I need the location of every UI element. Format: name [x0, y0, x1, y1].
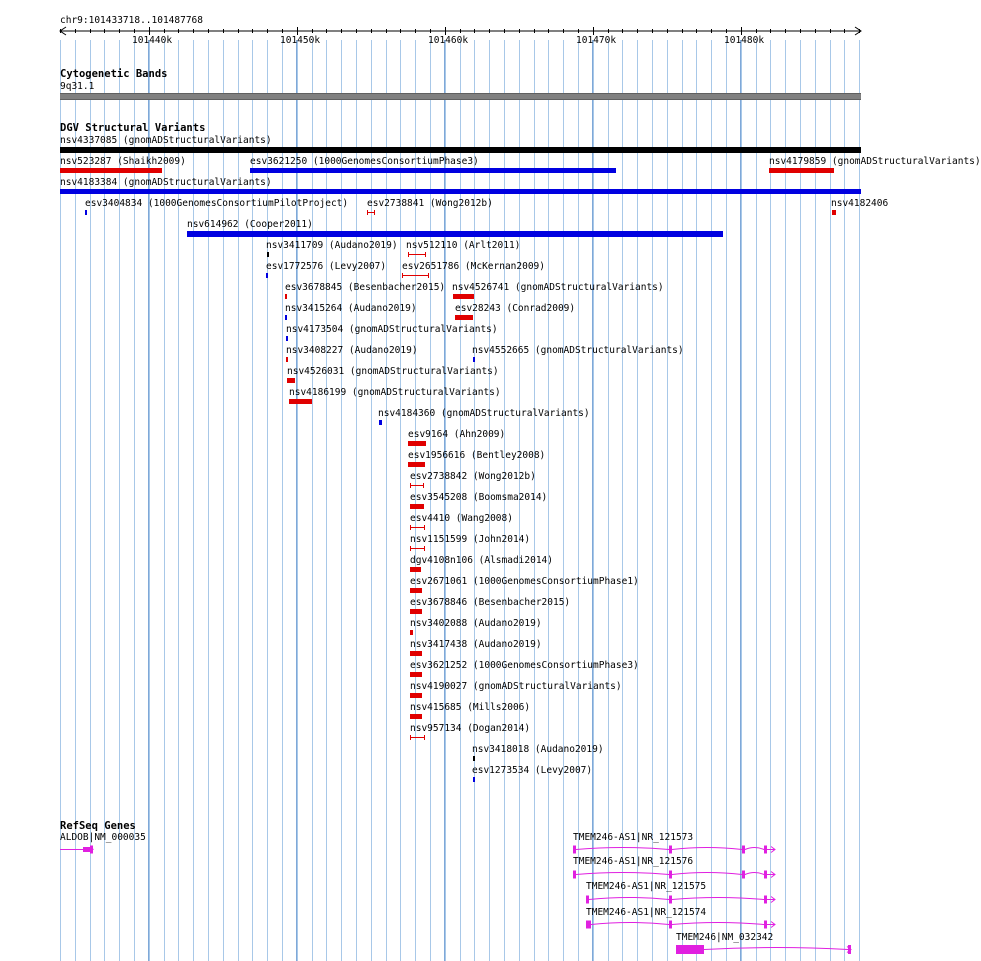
variant-label: esv9164 (Ahn2009)	[408, 429, 506, 440]
variant-bar[interactable]	[408, 441, 426, 446]
cytoband-track-title[interactable]: Cytogenetic Bands	[60, 68, 168, 80]
gene-exon	[764, 921, 767, 929]
variant-bar[interactable]	[410, 483, 425, 489]
gene-glyph[interactable]	[0, 918, 890, 932]
variant-label: esv2738842 (Wong2012b)	[410, 471, 536, 482]
gene-exon	[669, 871, 672, 879]
variant-bar[interactable]	[408, 252, 427, 258]
variant-label: esv1772576 (Levy2007)	[266, 261, 387, 272]
gene-glyph[interactable]	[0, 893, 890, 907]
variant-label: esv1956616 (Bentley2008)	[408, 450, 546, 461]
variant-label: nsv3411709 (Audano2019)	[266, 240, 398, 251]
variant-label: esv1273534 (Levy2007)	[472, 765, 593, 776]
gene-exon	[676, 945, 704, 954]
variant-bar[interactable]	[410, 630, 413, 635]
variant-bar[interactable]	[410, 651, 422, 656]
variant-bar[interactable]	[286, 336, 288, 341]
variant-bar[interactable]	[410, 588, 422, 593]
gene-exon	[764, 871, 767, 879]
variant-label: esv3621252 (1000GenomesConsortiumPhase3)	[410, 660, 639, 671]
variant-label: nsv957134 (Dogan2014)	[410, 723, 531, 734]
variant-bar[interactable]	[455, 315, 473, 320]
variant-bar[interactable]	[402, 273, 430, 279]
variant-bar[interactable]	[410, 672, 422, 677]
locus-label: chr9:101433718..101487768	[60, 15, 203, 26]
variant-bar[interactable]	[267, 252, 269, 257]
ruler-tick-label: 101470k	[576, 35, 617, 46]
gene-label: TMEM246-AS1|NR_121575	[586, 881, 707, 892]
gene-exon	[742, 846, 745, 854]
variant-label: nsv4184360 (gnomADStructuralVariants)	[378, 408, 590, 419]
variant-label: nsv4526031 (gnomADStructuralVariants)	[287, 366, 499, 377]
variant-bar[interactable]	[187, 231, 723, 237]
ruler-tick-label: 101450k	[280, 35, 321, 46]
dgv-track-title[interactable]: DGV Structural Variants	[60, 122, 206, 134]
gene-exon	[764, 896, 767, 904]
variant-bar[interactable]	[285, 315, 287, 320]
variant-label: nsv3408227 (Audano2019)	[286, 345, 418, 356]
variant-label: esv2671061 (1000GenomesConsortiumPhase1)	[410, 576, 639, 587]
variant-bar[interactable]	[287, 378, 295, 383]
variant-label: nsv512110 (Arlt2011)	[406, 240, 521, 251]
variant-label: nsv3415264 (Audano2019)	[285, 303, 417, 314]
gene-exon	[573, 871, 576, 879]
variant-bar[interactable]	[410, 693, 422, 698]
variant-bar[interactable]	[410, 609, 422, 614]
variant-label: nsv4173504 (gnomADStructuralVariants)	[286, 324, 498, 335]
gene-glyph[interactable]	[0, 843, 890, 857]
refseq-track-title[interactable]: RefSeq Genes	[60, 820, 136, 832]
variant-bar[interactable]	[266, 273, 268, 278]
variant-label: nsv4179859 (gnomADStructuralVariants)	[769, 156, 981, 167]
variant-label: esv3678845 (Besenbacher2015)	[285, 282, 446, 293]
variant-bar[interactable]	[832, 210, 836, 215]
gene-exon	[586, 921, 591, 929]
gene-exon	[586, 896, 589, 904]
variant-label: nsv3417438 (Audano2019)	[410, 639, 542, 650]
variant-bar[interactable]	[367, 210, 376, 216]
variant-label: esv3621250 (1000GenomesConsortiumPhase3)	[250, 156, 479, 167]
variant-label: nsv3402088 (Audano2019)	[410, 618, 542, 629]
gene-label: ALDOB|NM_000035	[60, 832, 146, 843]
gene-label: TMEM246-AS1|NR_121574	[586, 907, 707, 918]
gene-label: TMEM246-AS1|NR_121573	[573, 832, 694, 843]
variant-bar[interactable]	[410, 735, 426, 741]
variant-label: esv4410 (Wang2008)	[410, 513, 513, 524]
variant-bar[interactable]	[473, 756, 475, 761]
variant-bar[interactable]	[410, 546, 426, 552]
variant-label: nsv415685 (Mills2006)	[410, 702, 531, 713]
variant-label: nsv3418018 (Audano2019)	[472, 744, 604, 755]
gene-label: TMEM246-AS1|NR_121576	[573, 856, 694, 867]
gene-exon	[669, 921, 672, 929]
variant-bar[interactable]	[408, 462, 425, 467]
variant-bar[interactable]	[410, 525, 426, 531]
variant-label: nsv523287 (Shaikh2009)	[60, 156, 186, 167]
cytoband-label: 9q31.1	[60, 81, 95, 92]
variant-label: nsv4186199 (gnomADStructuralVariants)	[289, 387, 501, 398]
gene-glyph[interactable]	[0, 868, 890, 882]
variant-bar[interactable]	[289, 399, 312, 404]
ruler-tick-label: 101440k	[132, 35, 173, 46]
variant-bar[interactable]	[453, 294, 474, 299]
variant-bar[interactable]	[410, 714, 422, 719]
gene-exon	[669, 896, 672, 904]
variant-bar[interactable]	[410, 567, 421, 572]
gene-exon	[742, 871, 745, 879]
variant-label: nsv1151599 (John2014)	[410, 534, 531, 545]
variant-bar[interactable]	[410, 504, 424, 509]
variant-label: esv28243 (Conrad2009)	[455, 303, 576, 314]
variant-label: nsv614962 (Cooper2011)	[187, 219, 313, 230]
gene-exon	[764, 846, 767, 854]
gene-intron-line	[586, 923, 775, 925]
variant-bar[interactable]	[60, 147, 861, 153]
variant-label: nsv4190027 (gnomADStructuralVariants)	[410, 681, 622, 692]
variant-bar[interactable]	[60, 168, 162, 173]
cytoband-bar[interactable]	[60, 93, 861, 100]
variant-label: esv3678846 (Besenbacher2015)	[410, 597, 571, 608]
gene-exon	[669, 846, 672, 854]
variant-bar[interactable]	[286, 357, 288, 362]
variant-bar[interactable]	[60, 189, 861, 194]
variant-label: dgv4108n106 (Alsmadi2014)	[410, 555, 553, 566]
ruler-tick-label: 101480k	[724, 35, 765, 46]
variant-label: esv3404834 (1000GenomesConsortiumPilotProject)	[85, 198, 349, 209]
variant-label: nsv4526741 (gnomADStructuralVariants)	[452, 282, 664, 293]
variant-bar[interactable]	[85, 210, 87, 215]
gene-intron-line	[586, 898, 775, 900]
variant-bar[interactable]	[769, 168, 834, 173]
ruler-tick-label: 101460k	[428, 35, 469, 46]
variant-label: nsv4183384 (gnomADStructuralVariants)	[60, 177, 272, 188]
variant-bar[interactable]	[473, 777, 475, 782]
variant-label: esv3545208 (Boomsma2014)	[410, 492, 548, 503]
variant-label: nsv4182406	[831, 198, 889, 209]
variant-bar[interactable]	[379, 420, 382, 425]
variant-bar[interactable]	[473, 357, 475, 362]
variant-label: esv2651786 (McKernan2009)	[402, 261, 545, 272]
variant-bar[interactable]	[285, 294, 287, 299]
gene-exon	[573, 846, 576, 854]
variant-label: esv2738841 (Wong2012b)	[367, 198, 493, 209]
gene-label: TMEM246|NM_032342	[676, 932, 774, 943]
variant-bar[interactable]	[250, 168, 616, 173]
variant-label: nsv4337085 (gnomADStructuralVariants)	[60, 135, 272, 146]
variant-label: nsv4552665 (gnomADStructuralVariants)	[472, 345, 684, 356]
gene-glyph[interactable]	[0, 943, 890, 957]
